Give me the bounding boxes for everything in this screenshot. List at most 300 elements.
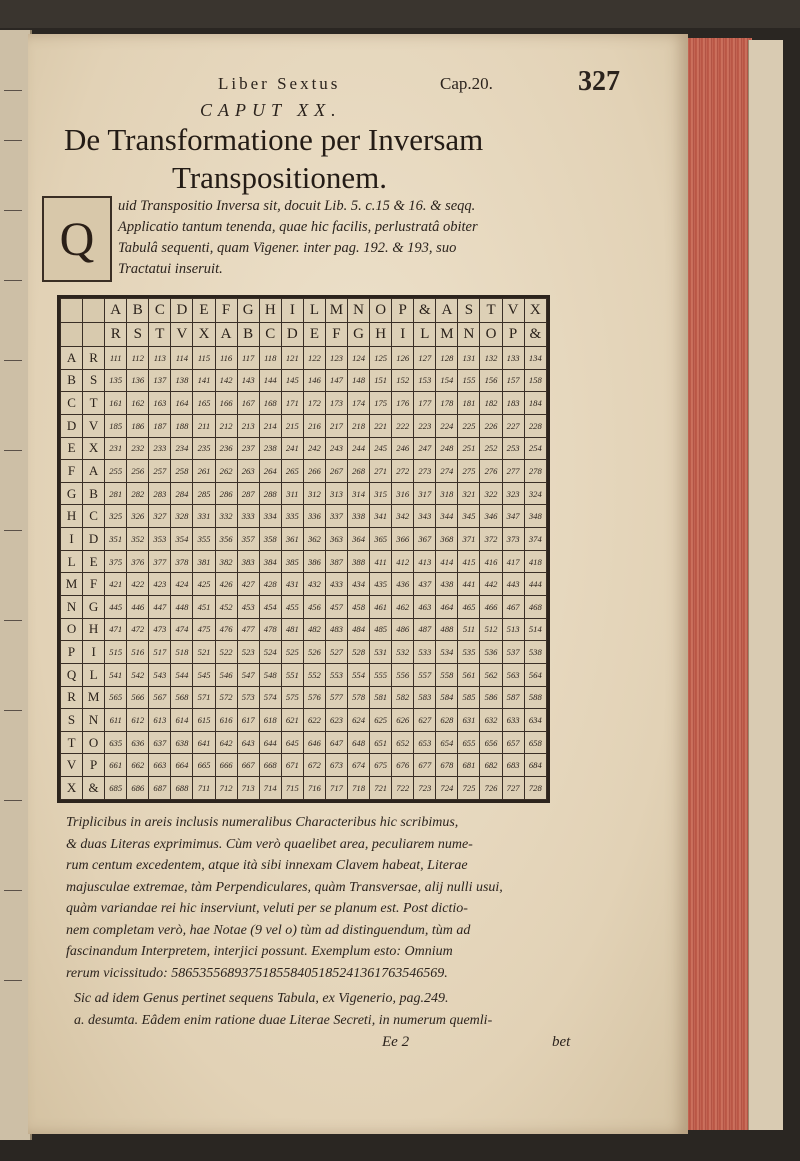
column-letter: C [149, 299, 171, 323]
table-cell: 625 [370, 709, 392, 732]
table-cell: 211 [193, 414, 215, 437]
table-cell: 482 [303, 618, 325, 641]
column-letter: A [105, 299, 127, 323]
table-cell: 632 [480, 709, 502, 732]
table-cell: 551 [281, 663, 303, 686]
table-cell: 313 [325, 482, 347, 505]
table-cell: 572 [215, 686, 237, 709]
table-cell: 477 [237, 618, 259, 641]
table-cell: 227 [502, 414, 524, 437]
table-cell: 141 [193, 369, 215, 392]
table-cell: 613 [149, 709, 171, 732]
table-cell: 723 [414, 777, 436, 800]
table-cell: 448 [171, 595, 193, 618]
table-cell: 573 [237, 686, 259, 709]
table-cell: 253 [502, 437, 524, 460]
table-cell: 164 [171, 392, 193, 415]
table-cell: 237 [237, 437, 259, 460]
table-cell: 267 [325, 460, 347, 483]
table-cell: 232 [127, 437, 149, 460]
table-cell: 428 [259, 573, 281, 596]
table-cell: 616 [215, 709, 237, 732]
table-row [61, 482, 547, 505]
table-cell: 687 [149, 777, 171, 800]
table-cell: 136 [127, 369, 149, 392]
table-cell: 547 [237, 663, 259, 686]
table-cell: 364 [348, 528, 370, 551]
table-cell: 165 [193, 392, 215, 415]
column-letter-secondary: M [436, 322, 458, 346]
table-cell: 162 [127, 392, 149, 415]
row-letter-secondary: & [83, 777, 105, 800]
table-cell: 323 [502, 482, 524, 505]
column-letter-secondary: I [392, 322, 414, 346]
table-cell: 517 [149, 641, 171, 664]
table-cell: 544 [171, 663, 193, 686]
table-cell: 287 [237, 482, 259, 505]
table-row [61, 663, 547, 686]
table-cell: 381 [193, 550, 215, 573]
table-cell: 415 [458, 550, 480, 573]
row-letter-secondary: C [83, 505, 105, 528]
table-cell: 363 [325, 528, 347, 551]
table-cell: 112 [127, 346, 149, 369]
table-cell: 515 [105, 641, 127, 664]
table-cell: 375 [105, 550, 127, 573]
table-cell: 716 [303, 777, 325, 800]
table-cell: 436 [392, 573, 414, 596]
intro-line: Tabulâ sequenti, quam Vigener. inter pag. 192. & 193, suo [118, 240, 457, 256]
row-letter-secondary: V [83, 414, 105, 437]
column-letter: S [458, 299, 480, 323]
table-row [61, 505, 547, 528]
table-cell: 128 [436, 346, 458, 369]
table-cell: 526 [303, 641, 325, 664]
table-cell: 133 [502, 346, 524, 369]
table-cell: 668 [259, 754, 281, 777]
table-cell: 264 [259, 460, 281, 483]
column-letter-secondary: O [480, 322, 502, 346]
table-cell: 283 [149, 482, 171, 505]
table-cell: 212 [215, 414, 237, 437]
table-corner-cell [83, 322, 105, 346]
table-cell: 241 [281, 437, 303, 460]
table-row [61, 618, 547, 641]
table-cell: 244 [348, 437, 370, 460]
table-cell: 174 [348, 392, 370, 415]
table-cell: 662 [127, 754, 149, 777]
table-cell: 238 [259, 437, 281, 460]
table-cell: 714 [259, 777, 281, 800]
table-cell: 346 [480, 505, 502, 528]
table-cell: 148 [348, 369, 370, 392]
table-cell: 122 [303, 346, 325, 369]
table-cell: 638 [171, 731, 193, 754]
column-letter: N [348, 299, 370, 323]
table-cell: 434 [348, 573, 370, 596]
table-cell: 463 [414, 595, 436, 618]
row-letter: G [61, 482, 83, 505]
table-cell: 324 [524, 482, 546, 505]
row-letter-secondary: L [83, 663, 105, 686]
table-cell: 321 [458, 482, 480, 505]
table-cell: 152 [392, 369, 414, 392]
table-cell: 344 [436, 505, 458, 528]
table-cell: 254 [524, 437, 546, 460]
table-cell: 134 [524, 346, 546, 369]
table-cell: 467 [502, 595, 524, 618]
table-cell: 367 [414, 528, 436, 551]
table-cell: 268 [348, 460, 370, 483]
column-letter: G [237, 299, 259, 323]
table-cell: 577 [325, 686, 347, 709]
table-cell: 328 [171, 505, 193, 528]
table-cell: 315 [370, 482, 392, 505]
table-cell: 417 [502, 550, 524, 573]
column-letter-secondary: F [325, 322, 347, 346]
table-cell: 462 [392, 595, 414, 618]
table-cell: 725 [458, 777, 480, 800]
table-cell: 135 [105, 369, 127, 392]
table-cell: 371 [458, 528, 480, 551]
row-letter-secondary: F [83, 573, 105, 596]
table-cell: 457 [325, 595, 347, 618]
table-cell: 665 [193, 754, 215, 777]
table-cell: 677 [414, 754, 436, 777]
table-cell: 151 [370, 369, 392, 392]
table-cell: 176 [392, 392, 414, 415]
table-cell: 586 [480, 686, 502, 709]
table-cell: 466 [480, 595, 502, 618]
table-cell: 387 [325, 550, 347, 573]
table-cell: 188 [171, 414, 193, 437]
table-cell: 423 [149, 573, 171, 596]
closing-paragraph [74, 988, 578, 1032]
table-cell: 224 [436, 414, 458, 437]
table-cell: 341 [370, 505, 392, 528]
table-row [61, 437, 547, 460]
table-cell: 546 [215, 663, 237, 686]
table-cell: 115 [193, 346, 215, 369]
table-cell: 628 [436, 709, 458, 732]
text-line: rerum vicissitudo: 586535568937518558405185241361763546569. [66, 965, 448, 981]
table-cell: 545 [193, 663, 215, 686]
column-letter-secondary: G [348, 322, 370, 346]
table-cell: 154 [436, 369, 458, 392]
column-letter-secondary: S [127, 322, 149, 346]
table-cell: 172 [303, 392, 325, 415]
table-cell: 558 [436, 663, 458, 686]
table-cell: 524 [259, 641, 281, 664]
table-cell: 163 [149, 392, 171, 415]
table-cell: 648 [348, 731, 370, 754]
table-cell: 567 [149, 686, 171, 709]
table-cell: 247 [414, 437, 436, 460]
table-cell: 263 [237, 460, 259, 483]
table-cell: 433 [325, 573, 347, 596]
column-letter-secondary: T [149, 322, 171, 346]
table-cell: 352 [127, 528, 149, 551]
table-cell: 565 [105, 686, 127, 709]
table-cell: 288 [259, 482, 281, 505]
row-letter: N [61, 595, 83, 618]
row-letter: V [61, 754, 83, 777]
table-cell: 452 [215, 595, 237, 618]
table-cell: 113 [149, 346, 171, 369]
row-letter: M [61, 573, 83, 596]
table-cell: 235 [193, 437, 215, 460]
running-head: Liber Sextus [218, 74, 341, 93]
table-cell: 312 [303, 482, 325, 505]
column-letter: T [480, 299, 502, 323]
table-cell: 234 [171, 437, 193, 460]
table-cell: 116 [215, 346, 237, 369]
table-cell: 623 [325, 709, 347, 732]
column-letter-secondary: & [524, 322, 546, 346]
table-cell: 562 [480, 663, 502, 686]
table-cell: 446 [127, 595, 149, 618]
row-letter-secondary: R [83, 346, 105, 369]
table-cell: 528 [348, 641, 370, 664]
column-letter-secondary: X [193, 322, 215, 346]
table-cell: 472 [127, 618, 149, 641]
table-cell: 243 [325, 437, 347, 460]
table-cell: 541 [105, 663, 127, 686]
table-cell: 158 [524, 369, 546, 392]
table-cell: 678 [436, 754, 458, 777]
column-letter: L [303, 299, 325, 323]
table-cell: 566 [127, 686, 149, 709]
table-cell: 652 [392, 731, 414, 754]
signature-mark: Ee 2 [382, 1034, 410, 1050]
column-letter: O [370, 299, 392, 323]
table-cell: 425 [193, 573, 215, 596]
decorated-initial: Q [42, 196, 112, 282]
chapter-reference: Cap.20. [440, 74, 493, 93]
table-cell: 333 [237, 505, 259, 528]
table-cell: 537 [502, 641, 524, 664]
column-letter-secondary: R [105, 322, 127, 346]
table-cell: 427 [237, 573, 259, 596]
table-cell: 584 [436, 686, 458, 709]
table-cell: 365 [370, 528, 392, 551]
table-cell: 626 [392, 709, 414, 732]
table-cell: 382 [215, 550, 237, 573]
table-cell: 261 [193, 460, 215, 483]
table-cell: 284 [171, 482, 193, 505]
table-cell: 314 [348, 482, 370, 505]
table-cell: 137 [149, 369, 171, 392]
table-cell: 442 [480, 573, 502, 596]
intro-line: Tractatui inseruit. [118, 261, 223, 277]
caput-heading: CAPUT XX. [200, 100, 342, 120]
table-cell: 221 [370, 414, 392, 437]
column-letter: P [392, 299, 414, 323]
table-cell: 542 [127, 663, 149, 686]
table-cell: 182 [480, 392, 502, 415]
column-letter-secondary: D [281, 322, 303, 346]
table-cell: 334 [259, 505, 281, 528]
text-line: rum centum excedentem, atque ità sibi innexam Clavem habeat, Literae [66, 858, 468, 873]
row-letter: F [61, 460, 83, 483]
table-cell: 617 [237, 709, 259, 732]
table-cell: 173 [325, 392, 347, 415]
table-cell: 684 [524, 754, 546, 777]
table-cell: 248 [436, 437, 458, 460]
table-row [61, 686, 547, 709]
table-cell: 377 [149, 550, 171, 573]
table-cell: 622 [303, 709, 325, 732]
table-cell: 484 [348, 618, 370, 641]
table-cell: 643 [237, 731, 259, 754]
column-letter-secondary: C [259, 322, 281, 346]
table-cell: 416 [480, 550, 502, 573]
column-letter-secondary: V [171, 322, 193, 346]
table-corner-cell [61, 322, 83, 346]
column-letter-secondary: H [370, 322, 392, 346]
table-cell: 228 [524, 414, 546, 437]
background-top [0, 0, 800, 28]
table-cell: 166 [215, 392, 237, 415]
table-cell: 468 [524, 595, 546, 618]
text-line: fascinandum Interpretem, interjici possunt. Exemplum esto: Omnium [66, 944, 453, 959]
table-cell: 435 [370, 573, 392, 596]
column-letter-secondary: L [414, 322, 436, 346]
intro-paragraph [118, 196, 568, 280]
table-cell: 127 [414, 346, 436, 369]
table-cell: 527 [325, 641, 347, 664]
table-row [61, 414, 547, 437]
table-cell: 535 [458, 641, 480, 664]
table-cell: 636 [127, 731, 149, 754]
table-cell: 624 [348, 709, 370, 732]
table-cell: 637 [149, 731, 171, 754]
table-cell: 421 [105, 573, 127, 596]
row-letter: P [61, 641, 83, 664]
table-cell: 286 [215, 482, 237, 505]
row-letter: Q [61, 663, 83, 686]
table-cell: 225 [458, 414, 480, 437]
row-letter-secondary: P [83, 754, 105, 777]
table-cell: 256 [127, 460, 149, 483]
table-cell: 726 [480, 777, 502, 800]
table-cell: 257 [149, 460, 171, 483]
table-cell: 376 [127, 550, 149, 573]
table-cell: 715 [281, 777, 303, 800]
table-cell: 156 [480, 369, 502, 392]
row-letter: O [61, 618, 83, 641]
table-cell: 343 [414, 505, 436, 528]
table-cell: 131 [458, 346, 480, 369]
column-letter: H [259, 299, 281, 323]
table-cell: 614 [171, 709, 193, 732]
table-cell: 275 [458, 460, 480, 483]
row-letter: T [61, 731, 83, 754]
column-letter: X [524, 299, 546, 323]
table-cell: 426 [215, 573, 237, 596]
table-cell: 215 [281, 414, 303, 437]
table-cell: 553 [325, 663, 347, 686]
table-cell: 478 [259, 618, 281, 641]
text-line: quàm variandae rei hic inserviunt, veluti per se planum est. Post dictio- [66, 901, 468, 916]
table-cell: 336 [303, 505, 325, 528]
column-letter: V [502, 299, 524, 323]
table-cell: 645 [281, 731, 303, 754]
column-letter: & [414, 299, 436, 323]
table-cell: 512 [480, 618, 502, 641]
row-letter-secondary: E [83, 550, 105, 573]
table-cell: 178 [436, 392, 458, 415]
table-cell: 481 [281, 618, 303, 641]
table-cell: 521 [193, 641, 215, 664]
table-cell: 543 [149, 663, 171, 686]
table-cell: 337 [325, 505, 347, 528]
table-cell: 667 [237, 754, 259, 777]
table-cell: 656 [480, 731, 502, 754]
table-corner-cell [61, 299, 83, 323]
table-cell: 722 [392, 777, 414, 800]
table-cell: 444 [524, 573, 546, 596]
table-cell: 647 [325, 731, 347, 754]
table-cell: 511 [458, 618, 480, 641]
table-cell: 273 [414, 460, 436, 483]
row-letter-secondary: O [83, 731, 105, 754]
table-cell: 126 [392, 346, 414, 369]
table-row [61, 460, 547, 483]
table-cell: 552 [303, 663, 325, 686]
table-cell: 161 [105, 392, 127, 415]
table-cell: 641 [193, 731, 215, 754]
explanation-paragraph [66, 812, 580, 984]
table-cell: 548 [259, 663, 281, 686]
table-cell: 345 [458, 505, 480, 528]
table-cell: 488 [436, 618, 458, 641]
table-cell: 362 [303, 528, 325, 551]
table-cell: 585 [458, 686, 480, 709]
table-cell: 353 [149, 528, 171, 551]
table-cell: 171 [281, 392, 303, 415]
table-row [61, 550, 547, 573]
table-row [61, 595, 547, 618]
table-cell: 611 [105, 709, 127, 732]
row-letter: S [61, 709, 83, 732]
table-cell: 332 [215, 505, 237, 528]
table-row [61, 528, 547, 551]
table-cell: 251 [458, 437, 480, 460]
table-cell: 571 [193, 686, 215, 709]
table-cell: 342 [392, 505, 414, 528]
column-letter: D [171, 299, 193, 323]
table-cell: 568 [171, 686, 193, 709]
table-row [61, 731, 547, 754]
table-cell: 686 [127, 777, 149, 800]
row-letter-secondary: H [83, 618, 105, 641]
table-cell: 327 [149, 505, 171, 528]
table-cell: 383 [237, 550, 259, 573]
table-cell: 147 [325, 369, 347, 392]
table-cell: 583 [414, 686, 436, 709]
table-cell: 118 [259, 346, 281, 369]
table-cell: 368 [436, 528, 458, 551]
table-cell: 255 [105, 460, 127, 483]
table-cell: 721 [370, 777, 392, 800]
catchword: bet [552, 1034, 571, 1050]
table-cell: 185 [105, 414, 127, 437]
table-cell: 361 [281, 528, 303, 551]
table-cell: 728 [524, 777, 546, 800]
table-cell: 125 [370, 346, 392, 369]
table-row [61, 369, 547, 392]
